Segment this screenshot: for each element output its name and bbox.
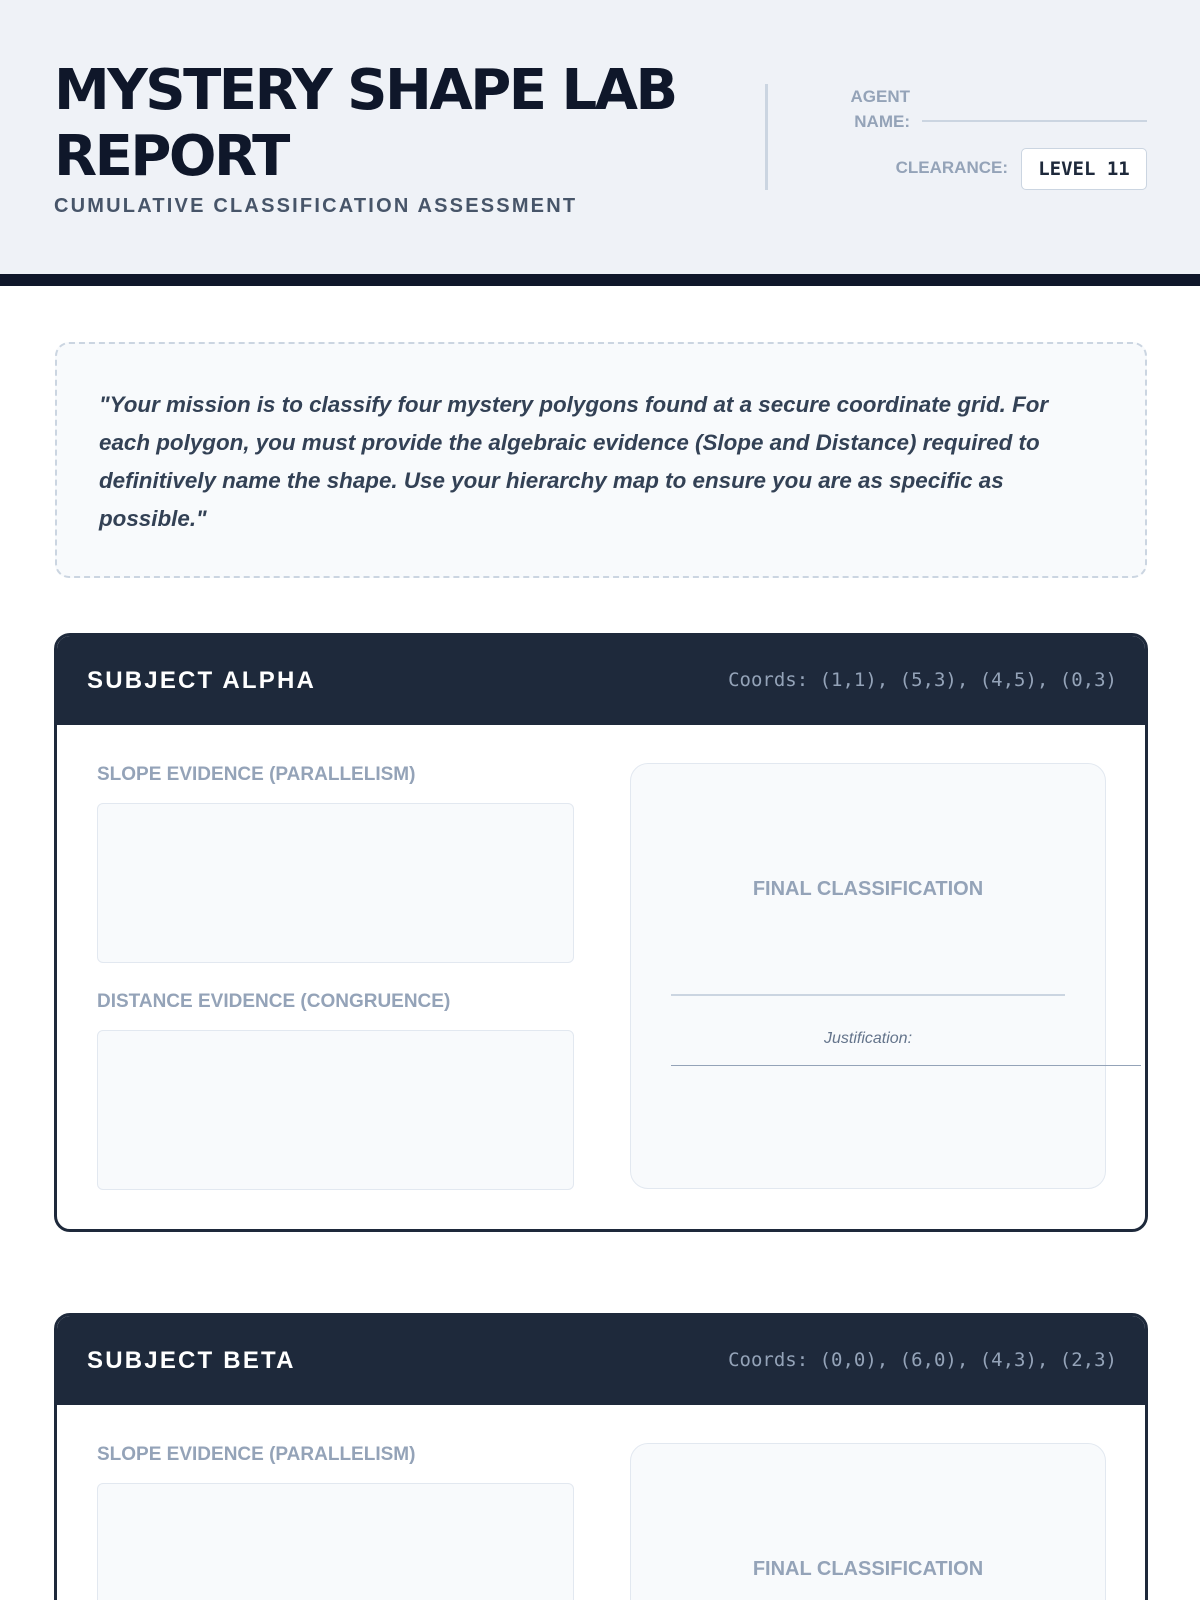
final-classification-panel — [630, 1443, 1106, 1600]
subject-title: SUBJECT BETA — [87, 1347, 296, 1374]
clearance-label: CLEARANCE: — [895, 158, 1008, 177]
header-rule — [0, 274, 1200, 286]
subject-coords: Coords: (1,1), (5,3), (4,5), (0,3) — [728, 669, 1117, 691]
final-classification-label: FINAL CLASSIFICATION — [752, 1558, 984, 1580]
justification-field[interactable] — [671, 1065, 1141, 1066]
slope-evidence-field[interactable] — [97, 1483, 574, 1600]
report-header — [0, 0, 1200, 274]
subject-title: SUBJECT ALPHA — [87, 667, 317, 694]
subject-coords: Coords: (0,0), (6,0), (4,3), (2,3) — [728, 1349, 1117, 1371]
agent-name-field[interactable] — [922, 120, 1147, 122]
final-classification-field[interactable] — [671, 994, 1065, 996]
justification-label: Justification: — [823, 1030, 913, 1047]
page-subtitle: CUMULATIVE CLASSIFICATION ASSESSMENT — [54, 195, 578, 217]
header-divider — [765, 84, 768, 190]
final-classification-panel — [630, 763, 1106, 1189]
final-classification-label: FINAL CLASSIFICATION — [752, 878, 984, 900]
agent-name-label: AGENT NAME: — [850, 87, 910, 131]
slope-evidence-field[interactable] — [97, 803, 574, 963]
page-title: MYSTERY SHAPE LAB REPORT — [54, 58, 676, 189]
subject-header — [57, 636, 1145, 725]
mission-briefing: "Your mission is to classify four mystery polygons found at a secure coordinate grid. For each polygon, you must provide the algebraic evidence (Slope and Distance) required to definitively name the shape. Use your hierarchy map to ensure you are as specific as possible." — [55, 342, 1147, 578]
subject-card-alpha — [54, 633, 1148, 1232]
distance-evidence-field[interactable] — [97, 1030, 574, 1190]
subject-card-beta — [54, 1313, 1148, 1600]
slope-evidence-label: SLOPE EVIDENCE (PARALLELISM) — [97, 1444, 416, 1465]
subject-header — [57, 1316, 1145, 1405]
clearance-badge: LEVEL 11 — [1021, 148, 1147, 190]
distance-evidence-label: DISTANCE EVIDENCE (CONGRUENCE) — [97, 991, 451, 1012]
slope-evidence-label: SLOPE EVIDENCE (PARALLELISM) — [97, 764, 416, 785]
